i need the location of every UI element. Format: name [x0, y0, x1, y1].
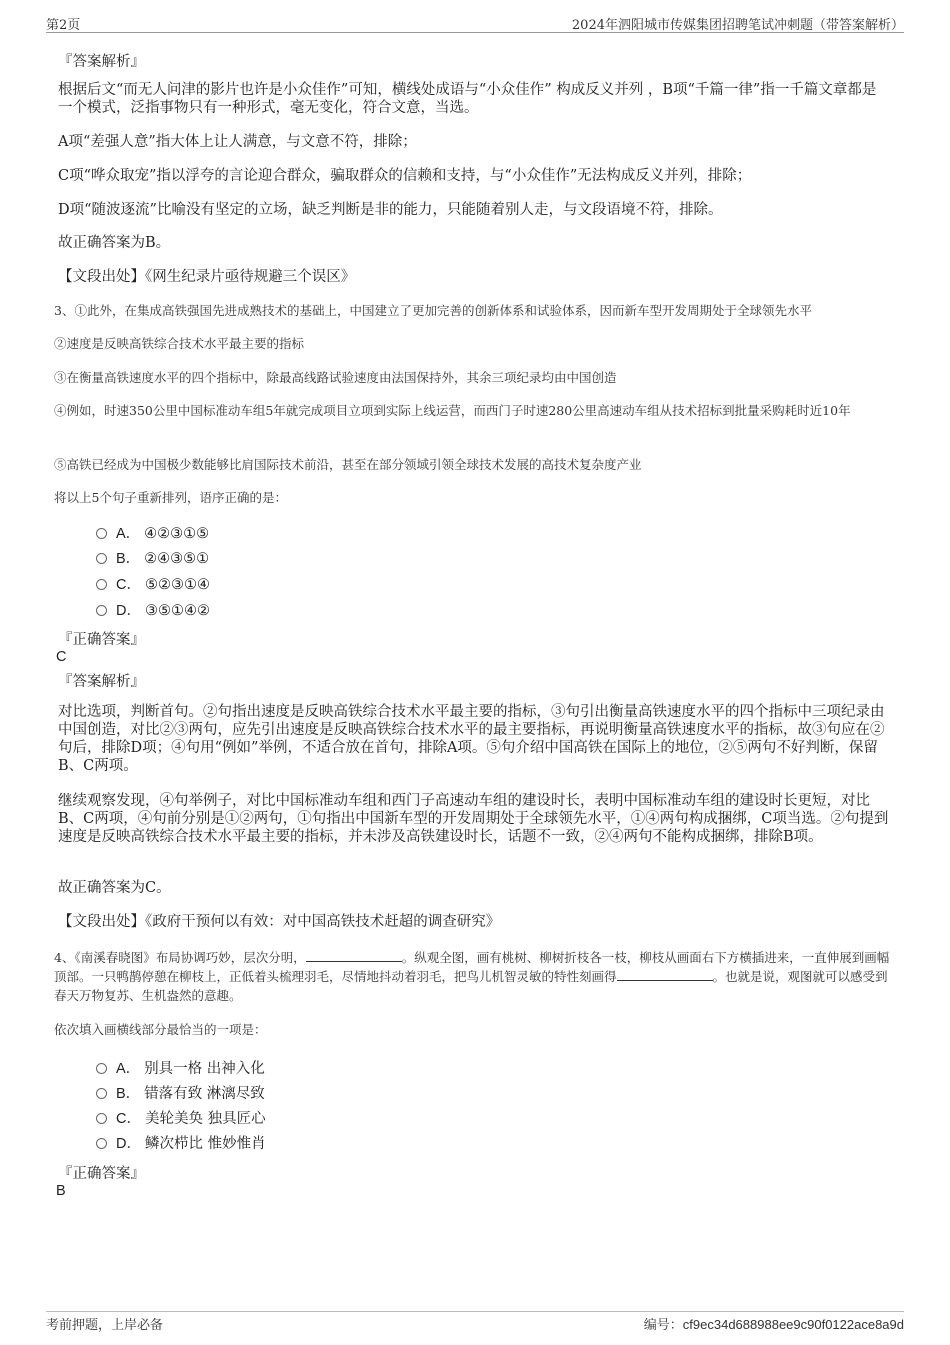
radio-icon[interactable]: [96, 1138, 107, 1149]
q3-sentence-3: ③在衡量高铁速度水平的四个指标中，除最高线路试验速度由法国保持外，其余三项纪录均由中国创造: [54, 370, 617, 385]
page-header: [46, 14, 904, 34]
q4-option-d[interactable]: D． 鳞次栉比 惟妙惟肖: [96, 1135, 266, 1153]
document-code: 编号：cf9ec34d688988ee9c90f0122ace8a9d: [643, 1317, 904, 1333]
q2-analysis-p4: D项“随波逐流”比喻没有坚定的立场，缺乏判断是非的能力，只能随着别人走，与文段语境不符，排除。: [58, 202, 723, 218]
q3-source: 【文段出处】《政府干预何以有效：对中国高铁技术赶超的调查研究》: [58, 914, 501, 930]
footer-slogan: 考前押题，上岸必备: [46, 1318, 164, 1333]
q2-analysis-tag: 『答案解析』: [58, 54, 145, 70]
q3-prompt: 将以上5个句子重新排列，语序正确的是：: [54, 490, 287, 505]
q3-conclusion: 故正确答案为C。: [58, 880, 171, 896]
radio-icon[interactable]: [96, 1113, 107, 1124]
q3-correct-tag: 『正确答案』: [58, 632, 145, 648]
q4-option-b[interactable]: B． 错落有致 淋漓尽致: [96, 1085, 265, 1103]
q2-conclusion: 故正确答案为B。: [58, 235, 171, 251]
q4-stem: 4、《南溪春晓图》布局协调巧妙，层次分明， 。纵观全图，画有桃树、柳树折枝各一枝，柳枝从画面右下方横插进来，一直伸展到画幅顶部。一只鸭鹊停憩在柳枝上，正低着头梳理羽毛，尽情地抖动着羽毛，把鸟儿机智灵敏的特性刻画得 。也就是说，观图就可以感受到春天万物复苏、生机盎然的意趣。: [54, 950, 890, 1003]
q3-option-b[interactable]: B． ②④③⑤①: [96, 550, 209, 568]
radio-icon[interactable]: [96, 1063, 107, 1074]
footer-divider: [46, 1311, 904, 1312]
page-number: 第2页: [46, 18, 81, 33]
header-divider: [46, 32, 904, 33]
q4-answer: B: [56, 1183, 66, 1199]
radio-icon[interactable]: [96, 1088, 107, 1099]
q3-answer: C: [56, 649, 67, 665]
q3-option-c[interactable]: C． ⑤②③①④: [96, 576, 210, 594]
q4-option-c[interactable]: C． 美轮美奂 独具匠心: [96, 1110, 266, 1128]
answer-blank-1: [306, 949, 402, 962]
q3-analysis-p2: 继续观察发现，④句举例子，对比中国标准动车组和西门子高速动车组的建设时长，表明中国标准动车组的建设时长更短，对比B、C两项，④句前分别是①②两句，①句指出中国新车型的开发周期处于全球领先水平，①④两句构成捆绑，C项当选。②句提到速度是反映高铁综合技术水平最主要的指标，并未涉及高铁建设时长，话题不一致，②④两句不能构成捆绑，排除B项。: [58, 793, 889, 845]
q3-option-a[interactable]: A． ④②③①⑤: [96, 525, 209, 543]
q3-sentence-5: ⑤高铁已经成为中国极少数能够比肩国际技术前沿，甚至在部分领域引领全球技术发展的高技术复杂度产业: [54, 457, 642, 472]
q3-analysis-p1: 对比选项，判断首句。②句指出速度是反映高铁综合技术水平最主要的指标，③句引出衡量高铁速度水平的四个指标中三项纪录由中国创造，对比②③两句，应先引出速度是反映高铁综合技术水平的最主要指标，再说明衡量高铁速度水平的指标，故③句应在②句后，排除D项；④句用“例如”举例，不适合放在首句，排除A项。⑤句介绍中国高铁在国际上的地位，②⑤两句不好判断，保留B、C两项。: [58, 704, 885, 774]
radio-icon[interactable]: [96, 553, 107, 564]
q4-correct-tag: 『正确答案』: [58, 1166, 145, 1182]
radio-icon[interactable]: [96, 579, 107, 590]
radio-icon[interactable]: [96, 528, 107, 539]
q2-analysis-p1: 根据后文“而无人问津的影片也许是小众佳作”可知，横线处成语与“小众佳作” 构成反义并列 ，B项“千篇一律”指一千篇文章都是一个模式，泛指事物只有一种形式，毫无变化，符合文意，当选。: [58, 82, 877, 116]
q3-analysis-tag: 『答案解析』: [58, 674, 145, 690]
q3-sentence-2: ②速度是反映高铁综合技术水平最主要的指标: [54, 336, 305, 351]
q4-prompt: 依次填入画横线部分最恰当的一项是：: [54, 1022, 267, 1037]
q2-analysis-p3: C项“哗众取宠”指以浮夸的言论迎合群众，骗取群众的信赖和支持，与“小众佳作”无法构成反义并列，排除；: [58, 168, 752, 184]
document-title: 2024年泗阳城市传媒集团招聘笔试冲刺题（带答案解析）: [571, 18, 904, 33]
q2-source: 【文段出处】《网生纪录片亟待规避三个误区》: [58, 269, 356, 285]
q4-option-a[interactable]: A． 别具一格 出神入化: [96, 1060, 265, 1078]
q3-option-d[interactable]: D． ③⑤①④②: [96, 602, 210, 620]
q3-sentence-1: 3、①此外，在集成高铁强国先进成熟技术的基础上，中国建立了更加完善的创新体系和试验体系，因而新车型开发周期处于全球领先水平: [54, 303, 812, 318]
q3-sentence-4: ④例如，时速350公里中国标准动车组5年就完成项目立项到实际上线运营，而西门子时速280公里高速动车组从技术招标到批量采购耗时近10年: [54, 403, 851, 418]
q2-analysis-p2: A项“差强人意”指大体上让人满意，与文意不符，排除；: [58, 134, 417, 150]
answer-blank-2: [617, 968, 713, 981]
radio-icon[interactable]: [96, 605, 107, 616]
